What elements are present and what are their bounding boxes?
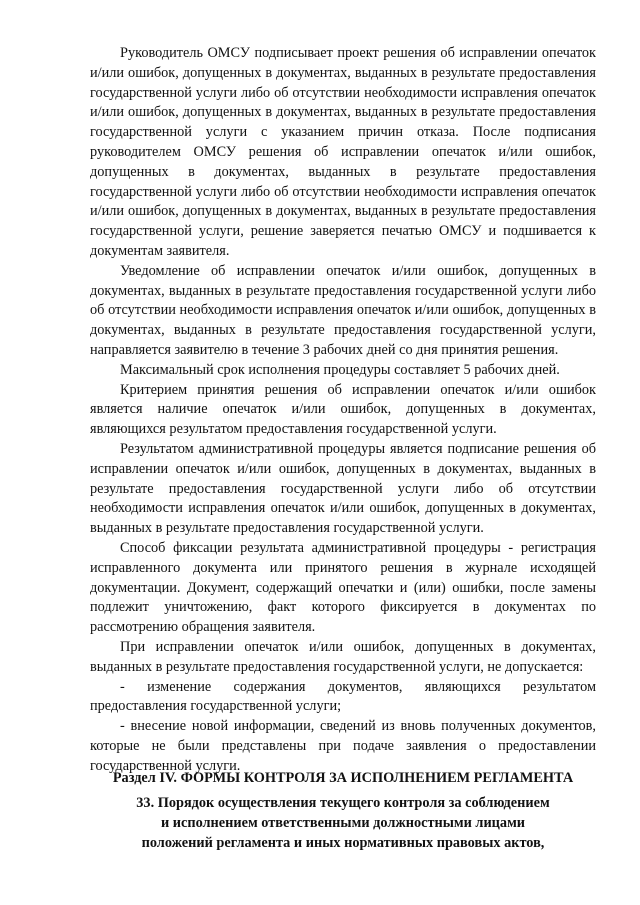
- paragraph-result: Результатом административной процедуры является подписание решения об исправлении опечаток и/или ошибок, допущенных в документах, выданных в результате предоставления государственной услуги либо об отсутствии необходимости исправления опечаток и/или ошибок, допущенных в документах, выданных в результате предоставления государственной услуги.: [90, 440, 596, 537]
- list-item: - изменение содержания документов, являющихся результатом предоставления государственной услуги;: [90, 678, 596, 715]
- paragraph-max-term: Максимальный срок исполнения процедуры составляет 5 рабочих дней.: [120, 361, 560, 378]
- subsection-heading-line: положений регламента и иных нормативных правовых актов,: [141, 835, 545, 851]
- document-body: [90, 44, 596, 776]
- paragraph-not-allowed: При исправлении опечаток и/или ошибок, допущенных в документах, выданных в результате предоставления государственной услуги, не допускается:: [90, 638, 596, 675]
- paragraph-criterion: Критерием принятия решения об исправлении опечаток и/или ошибок является наличие опечаток и/или ошибок, допущенных в документах, являющихся результатом предоставления государственной услуги.: [90, 381, 596, 438]
- paragraph-recording-method: Способ фиксации результата административной процедуры - регистрация исправленного документа или принятого решения в журнале исходящей документации. Документ, содержащий опечатки и (или) ошибки, после замены подлежит уничтожению, факт которого фиксируется в документах по рассмотрению обращения заявителя.: [90, 539, 596, 636]
- list-item: - внесение новой информации, сведений из вновь полученных документов, которые не были представлены при подаче заявления о предоставлении государственной услуги.: [90, 718, 596, 774]
- subsection-heading-line: и исполнением ответственными должностными лицами: [160, 815, 526, 831]
- section-heading: Раздел IV. ФОРМЫ КОНТРОЛЯ ЗА ИСПОЛНЕНИЕМ РЕГЛАМЕНТА: [112, 770, 574, 786]
- subsection-heading: [90, 793, 596, 853]
- paragraph-notification: Уведомление об исправлении опечаток и/или ошибок, допущенных в документах, выданных в результате предоставления государственной услуги либо об отсутствии необходимости исправления опечаток и/или ошибок, допущенных в документах, выданных в результате предоставления государственной услуги, направляется заявителю в течение 3 рабочих дней со дня принятия решения.: [90, 262, 596, 358]
- paragraph-signing: Руководитель ОМСУ подписывает проект решения об исправлении опечаток и/или ошибок, допущенных в документах, выданных в результате предоставления государственной услуги либо об отсутствии необходимости исправления опечаток и/или ошибок, допущенных в документах, выданных в результате предоставления государственной услуги с указанием причин отказа. После подписания руководителем ОМСУ решения об исправлении опечаток и/или ошибок, допущенных в документах, выданных в результате предоставления государственной услуги либо об отсутствии необходимости исправления опечаток и/или ошибок, допущенных в документах, выданных в результате предоставления государственной услуги, решение заверяется печатью ОМСУ и подшивается к документам заявителя.: [90, 45, 596, 259]
- subsection-heading-line: 33. Порядок осуществления текущего контроля за соблюдением: [136, 795, 550, 811]
